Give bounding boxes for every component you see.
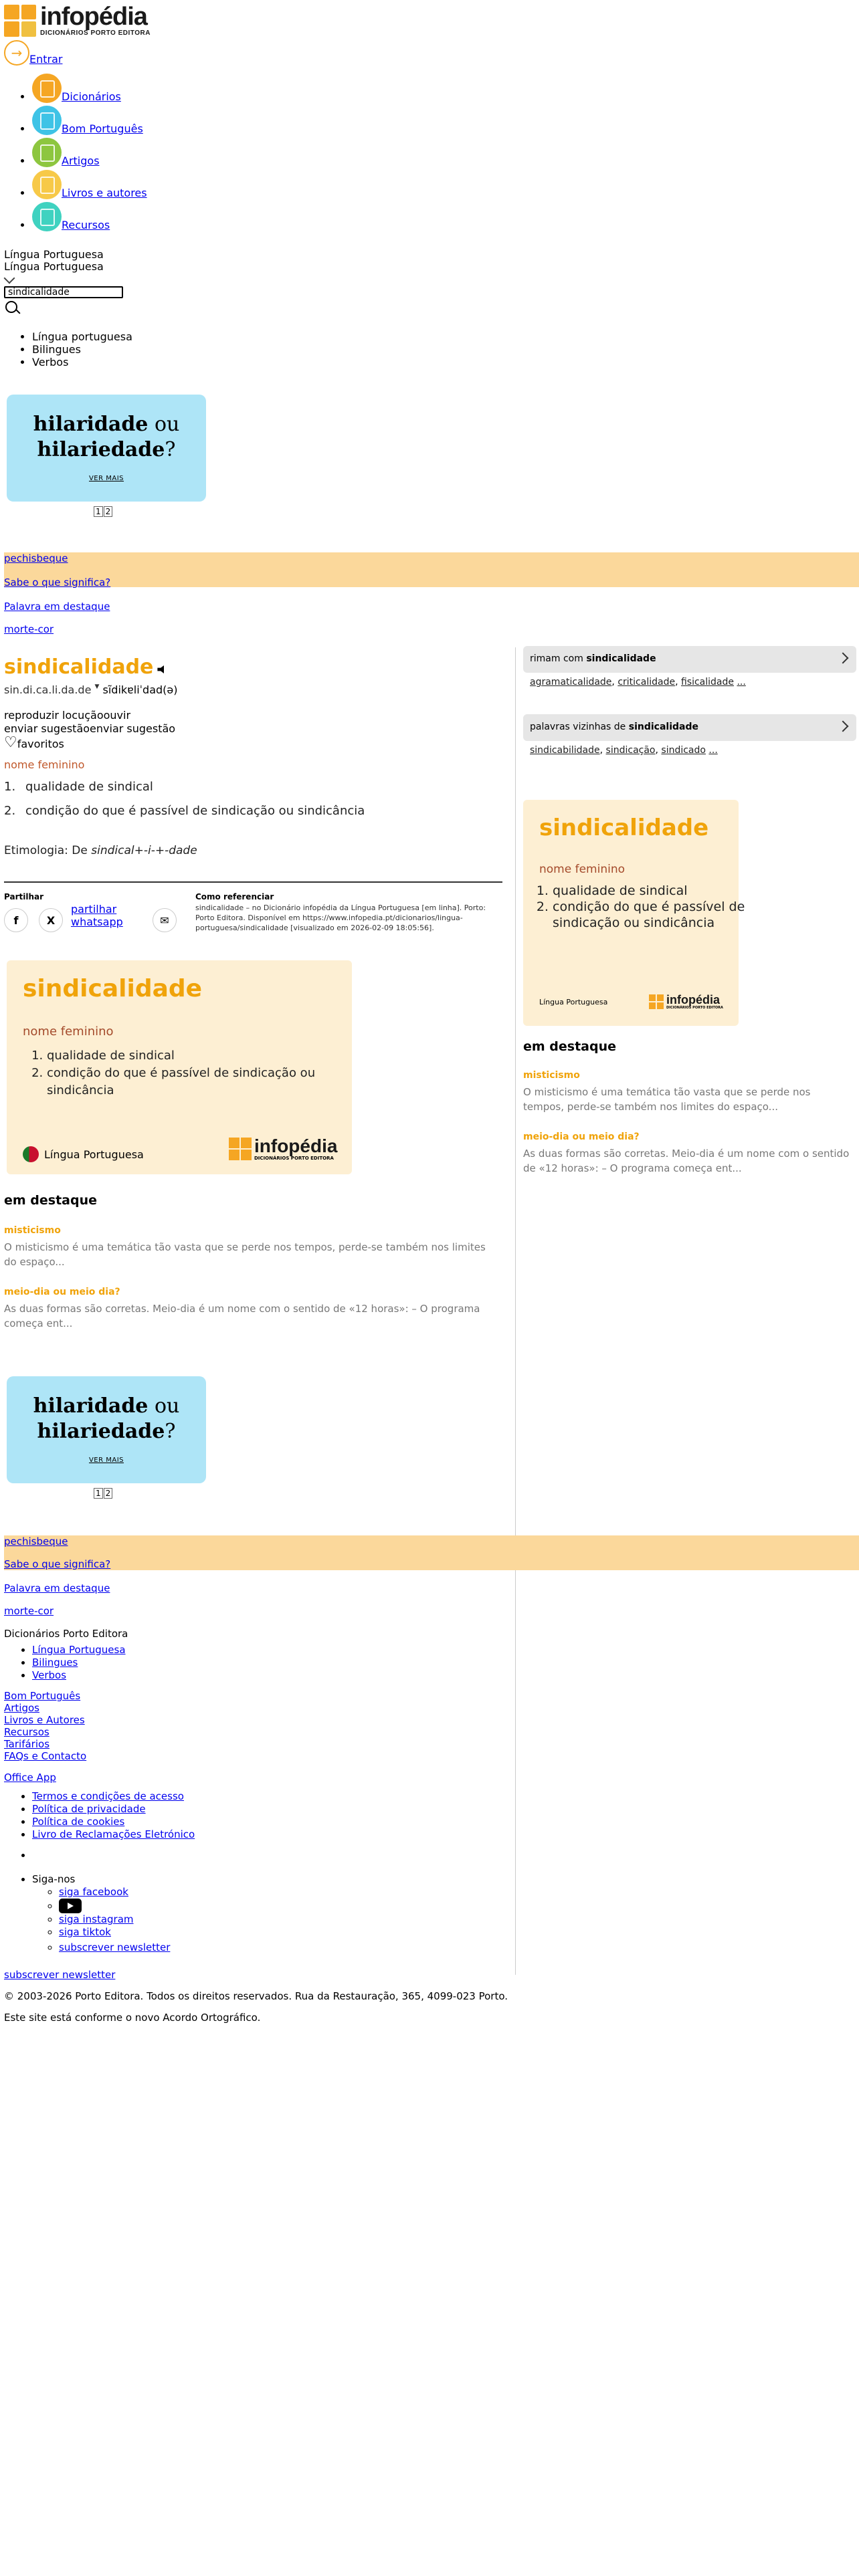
promo-pager	[94, 1488, 113, 1499]
acordo-ortografico: Este site está conforme o novo Acordo Ortográfico.	[4, 2012, 261, 2024]
speaker-icon[interactable]	[157, 665, 165, 673]
email-share-icon[interactable]: ✉	[153, 908, 177, 932]
card-language: Língua Portuguesa	[539, 998, 608, 1006]
facebook-share-icon[interactable]: f	[4, 908, 28, 932]
search-input[interactable]	[4, 286, 123, 298]
footer-link[interactable]: FAQs e Contacto	[4, 1750, 87, 1762]
destaque-desc[interactable]: O misticismo é uma temática tão vasta que se perde nos tempos, perde-se também nos limites do espaço...	[523, 1086, 811, 1113]
entry-header	[4, 655, 165, 679]
promo-pager	[94, 506, 113, 517]
audio-control[interactable]	[4, 709, 130, 722]
destaque-title[interactable]: meio-dia ou meio dia?	[4, 1287, 120, 1297]
footer-link[interactable]: Bom Português	[4, 1690, 81, 1702]
newsletter-link-bottom[interactable]: subscrever newsletter	[4, 1969, 116, 1981]
site-logo[interactable]	[4, 4, 151, 37]
divider	[4, 881, 502, 883]
office-app-link[interactable]: Office App	[4, 1772, 56, 1784]
dictionary-option[interactable]: • Bilingues	[32, 343, 132, 356]
language-selector[interactable]	[4, 249, 104, 273]
neighbors-more-link[interactable]: ...	[708, 745, 718, 756]
login-area[interactable]	[4, 40, 62, 66]
cite-text: sindicalidade – no Dicionário infopédia da Língua Portuguesa [em linha]. Porto: Porto Editora. Disponível em https://www.infopedia.pt/dicionarios/lingua-portuguesa/sindicalidade [visualizado em 2026-02-09 18:05:56].	[195, 903, 486, 932]
cite-label: Como referenciar	[195, 892, 274, 901]
entry-category: nome feminino	[4, 758, 85, 771]
footer-dict-link[interactable]: Bilingues	[32, 1656, 78, 1669]
etymology-value: sindical+-i-+-dade	[91, 844, 197, 857]
featured-link[interactable]: Palavra em destaque	[4, 1582, 110, 1594]
footer	[4, 1628, 508, 2024]
destaque-title[interactable]: misticismo	[4, 1225, 61, 1236]
rhyme-link[interactable]: fisicalidade	[680, 677, 735, 687]
destaque-heading: em destaque	[4, 1193, 98, 1208]
featured-link[interactable]: Palavra em destaque	[4, 601, 110, 613]
bom-portugues-icon	[32, 106, 62, 135]
entry-share-card	[7, 960, 352, 1174]
destaque-desc[interactable]: O misticismo é uma temática tão vasta que se perde nos tempos, perde-se também nos limites do espaço...	[4, 1241, 486, 1268]
featured-strip	[4, 1535, 859, 1570]
card-language: Língua Portuguesa	[23, 1146, 144, 1162]
main-nav	[0, 74, 147, 234]
footer-link[interactable]: Tarifários	[4, 1738, 50, 1750]
destaque-title[interactable]: meio-dia ou meio dia?	[523, 1132, 640, 1142]
nav-item-dicionarios[interactable]	[32, 74, 147, 106]
neighbor-link[interactable]: sindicabilidade	[530, 745, 600, 756]
card-word: sindicalidade	[23, 975, 203, 1002]
logo-subtitle: DICIONÁRIOS PORTO EDITORA	[40, 29, 151, 37]
sense-text: condição do que é passível de sindicação ou sindicância	[25, 804, 365, 818]
nav-link-artigos[interactable]: Artigos	[62, 154, 100, 167]
nav-link-bom-portugues[interactable]: Bom Português	[62, 122, 143, 135]
promo-conj: ou	[148, 413, 180, 436]
tiktok-link[interactable]: siga tiktok	[59, 1926, 111, 1938]
nav-item-livros[interactable]	[32, 170, 147, 202]
rhymes-box[interactable]: rimam com sindicalidade	[523, 646, 856, 673]
footer-dict-link[interactable]: Língua Portuguesa	[32, 1644, 126, 1656]
nav-link-dicionarios[interactable]: Dicionários	[62, 90, 121, 103]
promo-banner[interactable]	[7, 395, 206, 502]
card-senses	[7, 1047, 368, 1099]
card-logo: infopédia DICIONÁRIOS PORTO EDITORA	[649, 994, 723, 1010]
nav-item-artigos[interactable]	[32, 138, 147, 170]
destaque-desc[interactable]: As duas formas são corretas. Meio-dia é um nome com o sentido de «12 horas»: – O programa começa ent...	[4, 1303, 480, 1329]
promo-word-1: hilaridade	[33, 413, 149, 436]
books-icon	[32, 170, 62, 199]
footer-link[interactable]: Livros e Autores	[4, 1714, 85, 1726]
sense-text: qualidade de sindical	[25, 780, 153, 794]
promo-banner[interactable]: hilaridade ou hilariedade? VER MAIS	[7, 1376, 206, 1483]
favorites-control[interactable]	[4, 736, 64, 750]
heart-icon[interactable]: ♡	[4, 734, 17, 751]
rhyme-link[interactable]: criticalidade	[617, 677, 676, 687]
sidebar-share-card	[523, 800, 745, 1026]
featured-link[interactable]: pechisbeque	[4, 552, 68, 564]
neighbor-link[interactable]: sindicação	[605, 745, 656, 756]
nav-item-bom-portugues[interactable]	[32, 106, 147, 138]
sense-item: 2. condição do que é passível de sindicação ou sindicância	[4, 804, 365, 818]
nav-item-recursos[interactable]	[32, 202, 147, 234]
dictionary-icon	[32, 74, 62, 103]
card-sense: 2. condição do que é passível de sindicação ou sindicância	[553, 899, 747, 931]
sense-item: 1. qualidade de sindical	[4, 780, 153, 794]
sidebar-divider	[515, 647, 516, 1975]
legal-link[interactable]: Livro de Reclamações Eletrónico	[32, 1828, 195, 1840]
logo-brand: infopédia	[40, 3, 147, 31]
promo-more-link[interactable]: VER MAIS	[88, 475, 124, 482]
follow-label: Siga-nos	[32, 1873, 76, 1885]
whatsapp-share-link[interactable]: partilhar whatsapp	[71, 903, 123, 928]
neighbors-list: sindicabilidade, sindicação, sindicado ...	[530, 745, 718, 756]
suggest-label[interactable]: enviar sugestão	[90, 722, 176, 735]
legal-link[interactable]: Política de privacidade	[32, 1803, 146, 1815]
featured-link[interactable]: Sabe o que significa?	[4, 1558, 111, 1570]
article-icon	[32, 138, 62, 167]
rhyme-link[interactable]: agramaticalidade	[530, 677, 612, 687]
pager-dot[interactable]: 2	[104, 1488, 113, 1499]
pager-dot[interactable]: 1	[94, 1488, 103, 1499]
footer-link[interactable]: Artigos	[4, 1702, 39, 1714]
language-selected[interactable]: Língua Portuguesa	[4, 248, 104, 261]
destaque-desc[interactable]: As duas formas são corretas. Meio-dia é um nome com o sentido de «12 horas»: – O programa começa ent...	[523, 1148, 850, 1174]
chevron-right-icon[interactable]	[838, 721, 849, 732]
featured-link[interactable]: morte-cor	[4, 1605, 54, 1617]
login-icon[interactable]: →	[4, 40, 29, 66]
legal-link[interactable]: Política de cookies	[32, 1816, 125, 1828]
rhymes-list: agramaticalidade, criticalidade, fisicalidade ...	[530, 677, 746, 687]
card-sense: 1. qualidade de sindical	[47, 1047, 368, 1065]
card-category: nome feminino	[23, 1025, 114, 1039]
ipa: sĩdikɐliˈdad(ə)	[102, 683, 178, 696]
youtube-icon[interactable]	[59, 1899, 82, 1913]
featured-strip	[4, 552, 859, 587]
card-logo: infopédia DICIONÁRIOS PORTO EDITORA	[229, 1137, 337, 1161]
copyright: © 2003-2026 Porto Editora. Todos os direitos reservados. Rua da Restauração, 365, 4099-023 Porto.	[4, 1990, 508, 2002]
syllables: sin.di.ca.li.da.de	[4, 683, 92, 696]
portugal-flag-icon	[23, 1146, 39, 1162]
pager-dot[interactable]: 1	[94, 506, 103, 517]
chevron-right-icon[interactable]	[838, 653, 849, 664]
resources-icon	[32, 202, 62, 231]
promo-qmark: ?	[165, 438, 176, 461]
etymology: Etimologia: De sindical+-i-+-dade	[4, 844, 197, 857]
card-senses	[523, 883, 747, 931]
entry-word: sindicalidade	[4, 655, 154, 679]
suggest-icon-alt: enviar sugestão	[4, 722, 90, 735]
pager-dot[interactable]: 2	[104, 506, 113, 517]
neighbors-box[interactable]: palavras vizinhas de sindicalidade	[523, 714, 856, 741]
nav-link-recursos[interactable]: Recursos	[62, 219, 110, 231]
card-sense: 2. condição do que é passível de sindicação ou sindicância	[47, 1065, 368, 1099]
featured-link[interactable]: Sabe o que significa?	[4, 576, 111, 588]
footer-group-title: Dicionários Porto Editora	[4, 1628, 128, 1640]
nav-link-livros[interactable]: Livros e autores	[62, 187, 147, 199]
share-label: Partilhar	[4, 892, 44, 901]
audio-label[interactable]: ouvir	[103, 709, 131, 722]
dictionary-option[interactable]: • Língua portuguesa	[32, 330, 132, 343]
login-link[interactable]: Entrar	[29, 53, 63, 66]
promo-word-2: hilariedade	[37, 438, 165, 461]
facebook-link[interactable]: siga facebook	[59, 1886, 128, 1898]
dictionary-option[interactable]: • Verbos	[32, 356, 132, 368]
rhymes-more-link[interactable]: ...	[737, 677, 746, 687]
audio-icon-alt: reproduzir locução	[4, 709, 104, 722]
footer-dict-link[interactable]: Verbos	[32, 1669, 67, 1681]
search-icon[interactable]	[5, 301, 17, 313]
card-word: sindicalidade	[539, 815, 709, 841]
featured-link[interactable]: pechisbeque	[4, 1535, 68, 1547]
destaque-heading: em destaque	[523, 1039, 617, 1054]
featured-link[interactable]: morte-cor	[4, 623, 54, 635]
language-value: Língua Portuguesa	[4, 260, 104, 273]
x-share-icon[interactable]: X	[39, 908, 63, 932]
card-category: nome feminino	[539, 863, 625, 876]
suggest-control[interactable]	[4, 722, 175, 735]
chevron-down-icon[interactable]	[4, 273, 15, 284]
favorites-label[interactable]: favoritos	[17, 738, 64, 750]
entry-pronunciation: sin.di.ca.li.da.de ▼ sĩdikɐliˈdad(ə)	[4, 683, 178, 696]
destaque-title[interactable]: misticismo	[523, 1070, 580, 1081]
legal-link[interactable]: Termos e condições de acesso	[32, 1790, 184, 1802]
footer-link[interactable]: Recursos	[4, 1726, 50, 1738]
instagram-link[interactable]: siga instagram	[59, 1913, 134, 1925]
neighbor-link[interactable]: sindicado	[661, 745, 706, 756]
newsletter-link[interactable]: subscrever newsletter	[59, 1941, 171, 1953]
logo-mark-icon	[4, 5, 36, 37]
promo-more-link[interactable]: VER MAIS	[88, 1457, 124, 1464]
card-sense: 1. qualidade de sindical	[553, 883, 747, 899]
dictionary-list	[0, 330, 132, 368]
